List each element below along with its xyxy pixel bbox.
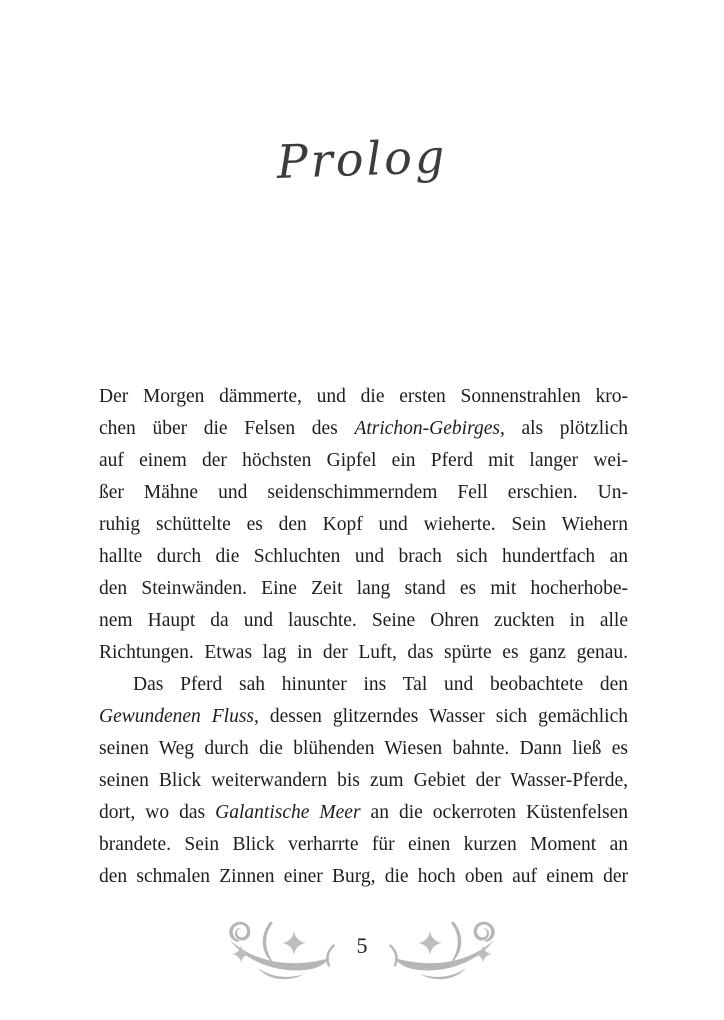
italic-text-segment: Atrichon-Gebirges <box>354 418 500 439</box>
text-segment: an die ockerroten Küstenfelsen <box>360 802 628 823</box>
italic-text-segment: Galantische Meer <box>215 802 361 823</box>
text-line <box>99 605 628 637</box>
text-line <box>99 765 628 797</box>
flourish-ornament-right-icon <box>384 916 500 982</box>
page-number: 5 <box>356 933 368 958</box>
text-line <box>99 477 628 509</box>
text-segment: dort, wo das <box>99 802 216 823</box>
text-line <box>99 733 628 765</box>
text-line <box>99 573 628 605</box>
text-line <box>99 381 628 413</box>
flourish-ornament-left-icon <box>224 916 340 982</box>
text-line <box>99 701 628 733</box>
text-line <box>99 829 628 861</box>
text-segment: auf einem der höchsten Gipfel ein Pferd mit langer wei- <box>99 450 628 471</box>
text-line <box>99 445 628 477</box>
text-segment: chen über die Felsen des <box>99 418 355 439</box>
text-segment: nem Haupt da und lauschte. Seine Ohren zuckten in alle <box>99 610 628 631</box>
text-segment: seinen Blick weiterwandern bis zum Gebiet der Wasser-Pferde, <box>99 770 628 791</box>
text-line <box>99 541 628 573</box>
text-line <box>99 509 628 541</box>
text-segment: seinen Weg durch die blühenden Wiesen bahnte. Dann ließ es <box>99 738 628 759</box>
italic-text-segment: Gewundenen Fluss <box>99 706 255 727</box>
text-segment: Der Morgen dämmerte, und die ersten Sonnenstrahlen kro- <box>99 386 628 407</box>
text-segment: ßer Mähne und seidenschimmerndem Fell erschien. Un- <box>99 482 628 503</box>
text-line <box>99 797 628 829</box>
text-segment: Richtungen. Etwas lag in der Luft, das spürte es ganz genau. <box>99 642 628 663</box>
text-line <box>99 861 628 893</box>
text-segment: Das Pferd sah hinunter ins Tal und beobachtete den <box>133 674 628 695</box>
text-line <box>99 669 628 701</box>
page-footer <box>0 916 724 982</box>
text-segment: ruhig schüttelte es den Kopf und wieherte. Sein Wiehern <box>99 514 628 535</box>
body-text-block <box>99 381 628 893</box>
text-segment: den Steinwänden. Eine Zeit lang stand es mit hocherhobe- <box>99 578 628 599</box>
text-segment: brandete. Sein Blick verharrte für einen kurzen Moment an <box>99 834 628 855</box>
text-segment: den schmalen Zinnen einer Burg, die hoch oben auf einem der <box>99 866 628 887</box>
text-segment: hallte durch die Schluchten und brach sich hundertfach an <box>99 546 628 567</box>
text-segment: , dessen glitzerndes Wasser sich gemächlich <box>254 706 628 727</box>
text-segment: , als plötzlich <box>499 418 628 439</box>
chapter-title: Prolog <box>275 129 449 189</box>
text-line <box>99 413 628 445</box>
text-line <box>99 637 628 669</box>
